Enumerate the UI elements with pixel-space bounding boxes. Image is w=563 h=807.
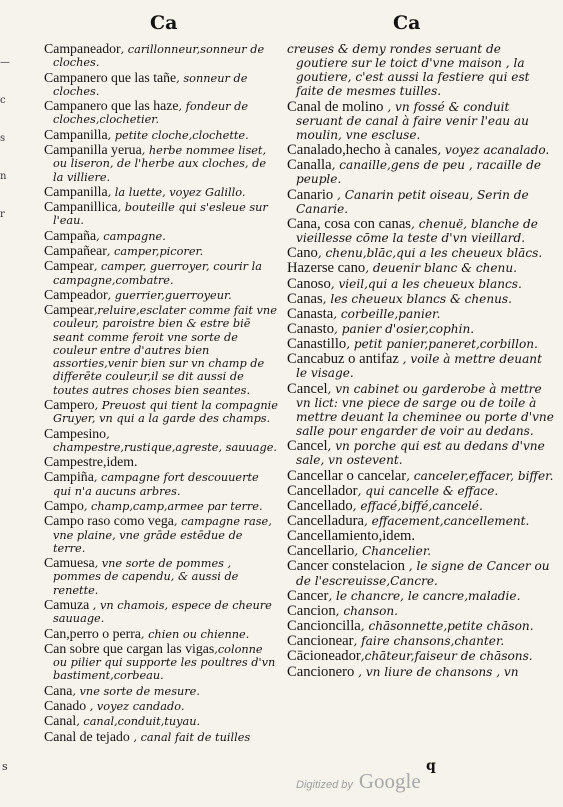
dictionary-entry <box>287 382 555 439</box>
entry-definition: ,chāteur,faiseur de chāsons. <box>360 649 533 664</box>
entry-headword: Canal de tejado <box>44 728 130 744</box>
dictionary-entry <box>287 439 555 467</box>
entry-definition: , vne sorte de pommes , pommes de capendu, & aussi de renette. <box>53 557 239 597</box>
dictionary-entry <box>44 455 278 469</box>
dictionary-entry <box>287 619 555 633</box>
entry-headword: Campeador <box>44 286 108 302</box>
entry-headword: Campanilla yerua <box>44 141 142 157</box>
dictionary-entry <box>44 684 278 698</box>
entry-definition: , vn porche qui est au dedans d'vne sale, vn ostevent. <box>296 439 545 468</box>
dictionary-entry <box>44 128 278 142</box>
entry-headword: Canal <box>44 713 77 729</box>
entry-headword: Cancioncilla <box>287 618 361 635</box>
dictionary-entry <box>287 246 555 260</box>
entry-definition: , voile à mettre deuant le visage. <box>296 352 542 381</box>
entry-headword: Cana <box>44 682 73 698</box>
entry-definition: , faire chansons,chanter. <box>353 634 505 649</box>
entry-headword: Cano <box>287 245 318 262</box>
entry-definition: , effacement,cancellement. <box>363 514 530 528</box>
entry-headword: Can sobre que cargan las vigas <box>44 640 215 656</box>
dictionary-entry <box>44 398 278 426</box>
entry-headword: Cancer constelacion <box>287 558 405 575</box>
margin-mark: n <box>0 171 7 182</box>
entry-headword: Campo <box>44 498 84 513</box>
dictionary-entry <box>44 714 278 728</box>
dictionary-entry <box>44 288 278 302</box>
dictionary-entry <box>44 699 278 713</box>
entry-definition: , le signe de Cancer ou de l'escreuisse,Cancre. <box>296 559 550 588</box>
dictionary-entry <box>44 71 278 99</box>
entry-definition: , vn chamois, espece de cheure sauuage. <box>53 598 272 626</box>
entry-headword: Cancel <box>287 380 328 397</box>
entry-definition: , vieil,qui a les cheueux blancs. <box>330 276 522 291</box>
entry-headword: Campestre,idem. <box>44 454 138 470</box>
dictionary-entry <box>44 556 278 597</box>
entry-headword: Cancelladura <box>287 513 364 529</box>
dictionary-entry <box>287 337 555 351</box>
entry-definition: ,reluire,esclater comme fait vne couleur, paroistre bien & estre biē seant comme feroit vne sorte de couleur entre d'autres bien assorties,venir bien sur vn champ de differēte couleur,il se dit aussi de toutes autres choses bien seantes. <box>53 304 277 397</box>
entry-definition: , guerrier,guerroyeur. <box>107 288 232 302</box>
dictionary-entry <box>287 469 555 483</box>
dictionary-entry <box>44 229 278 243</box>
dictionary-entry <box>44 143 278 184</box>
entry-headword: Cancellamiento,idem. <box>287 528 416 545</box>
dictionary-entry <box>44 303 278 397</box>
entry-definition: , effacé,biffé,cancelé. <box>352 498 483 513</box>
dictionary-entry <box>44 627 278 641</box>
left-margin-marks <box>0 44 12 234</box>
dictionary-entry <box>287 352 555 380</box>
dictionary-entry <box>287 604 555 618</box>
entry-definition: , carillonneur,sonneur de cloches. <box>53 43 265 70</box>
dictionary-entry <box>287 188 555 216</box>
entry-headword: Cancellador <box>287 482 358 499</box>
entry-headword: Cancer <box>287 587 329 604</box>
entry-headword: Campear <box>44 302 94 318</box>
entry-headword: Campañear <box>44 242 107 258</box>
header-right: Ca <box>393 12 421 34</box>
entry-headword: Canado <box>44 697 87 713</box>
dictionary-entry <box>44 185 278 199</box>
dictionary-entry <box>44 499 278 513</box>
dictionary-entry <box>44 642 278 683</box>
running-headers <box>0 12 563 36</box>
dictionary-entry <box>287 217 555 245</box>
entry-definition: , canal,conduit,tuyau. <box>76 715 201 729</box>
dictionary-entry <box>287 42 555 99</box>
entry-headword: Campero <box>44 397 95 413</box>
entry-definition: , vn liure de chansons , vn <box>354 664 519 679</box>
entry-headword: Cancionear <box>287 633 354 650</box>
entry-definition: , sonneur de cloches. <box>53 71 248 98</box>
entry-definition: , voyez candado. <box>86 699 185 713</box>
entry-headword: Hazerse cano <box>287 260 366 277</box>
entry-definition: , campagne fort descouuerte qui n'a aucuns arbres. <box>53 471 259 498</box>
dictionary-entry <box>44 259 278 287</box>
entry-definition: , camper, guerroyer, courir la campagne,combatre. <box>53 260 262 287</box>
entry-definition: , Chancelier. <box>354 544 432 559</box>
header-left: Ca <box>150 12 178 34</box>
entry-definition: ,colonne ou pilier qui supporte les poultres d'vn bastiment,corbeau. <box>53 642 276 683</box>
entry-headword: Can,perro o perra <box>44 625 141 641</box>
dictionary-entry <box>287 665 555 679</box>
entry-headword: Cana, cosa con canas <box>287 215 411 232</box>
dictionary-entry <box>287 261 555 275</box>
dictionary-entry <box>287 649 555 663</box>
margin-mark: c <box>0 95 6 106</box>
entry-headword: Camuza <box>44 596 90 612</box>
right-column <box>287 42 555 680</box>
dictionary-entry <box>287 100 555 142</box>
entry-definition: , qui cancelle & efface. <box>357 483 499 498</box>
entry-definition: , campagne rase, vne plaine, vne grāde estēdue de terre. <box>53 515 272 555</box>
entry-definition: , vn fossé & conduit seruant de canal à faire venir l'eau au moulin, vne escluse. <box>296 99 529 142</box>
entry-definition: , corbeille,panier. <box>333 306 441 321</box>
dictionary-entry <box>44 730 278 744</box>
dictionary-entry <box>287 634 555 648</box>
dictionary-entry <box>287 559 555 587</box>
entry-definition: , campagne. <box>96 229 166 243</box>
margin-mark: r <box>0 209 5 220</box>
dictionary-entry <box>287 292 555 306</box>
entry-headword: Campanero que las haze <box>44 98 179 114</box>
entry-definition: , voyez acanalado. <box>437 143 550 158</box>
entry-headword: Campanillica <box>44 199 118 215</box>
entry-headword: Canas <box>287 290 323 307</box>
entry-headword: Cancellario <box>287 543 355 560</box>
entry-definition: , herbe nommee liset, ou liseron, de l'herbe aux cloches, de la villiere. <box>53 143 267 184</box>
entry-definition: , canaille,gens de peu , racaille de peuple. <box>296 158 542 187</box>
entry-headword: Campiña <box>44 469 94 485</box>
left-column <box>44 42 278 745</box>
entry-headword: Cancellado <box>287 497 353 514</box>
entry-headword: Cancabuz o antifaz <box>287 351 399 368</box>
entry-headword: Campear <box>44 258 94 274</box>
entry-headword: Cancel <box>287 438 328 455</box>
entry-definition: , canal fait de tuilles <box>129 730 251 744</box>
dictionary-entry <box>287 589 555 603</box>
dictionary-entry <box>44 200 278 228</box>
entry-headword: Cancellar o cancelar <box>287 467 407 484</box>
dictionary-entry <box>287 544 555 558</box>
dictionary-entry <box>287 529 555 543</box>
dictionary-entry <box>44 42 278 70</box>
page-number: q <box>426 758 436 774</box>
entry-definition: , chien ou chienne. <box>140 627 250 641</box>
entry-definition: , deuenir blanc & chenu. <box>365 261 517 276</box>
dictionary-entry <box>44 470 278 498</box>
entry-headword: Campo raso como vega <box>44 513 174 529</box>
entry-definition: , petite cloche,clochette. <box>107 128 249 142</box>
entry-definition: , chenuë, blanche de vieillesse cōme la teste d'vn vieillard. <box>296 216 538 246</box>
dictionary-entry <box>287 322 555 336</box>
entry-definition: , champ,camp,armee par terre. <box>83 500 263 513</box>
entry-headword: Campanilla <box>44 126 108 142</box>
entry-definition: , champestre,rustique,agreste, sauuage. <box>53 427 277 454</box>
entry-headword: Canario <box>287 186 334 203</box>
entry-headword: Campanilla <box>44 183 108 199</box>
entry-headword: Canoso <box>287 275 331 292</box>
entry-definition: , panier d'osier,cophin. <box>334 321 475 336</box>
google-logo: Google <box>358 769 421 793</box>
entry-definition: , chāsonnette,petite chāson. <box>360 619 534 634</box>
entry-headword: Campaneador <box>44 41 121 56</box>
entry-headword: Campaña <box>44 227 97 243</box>
entry-definition: creuses & demy rondes seruant de goutiere sur le toict d'vne maison , la goutiere, c'est aussi la festiere qui est faite de mesmes tuilles. <box>287 42 530 99</box>
entry-definition: , fondeur de cloches,clochetier. <box>53 100 249 127</box>
dictionary-entry <box>287 499 555 513</box>
dictionary-entry <box>44 244 278 258</box>
dictionary-entry <box>287 514 555 528</box>
entry-headword: Campesino <box>44 425 107 441</box>
entry-headword: Campanero que las tañe <box>44 69 177 85</box>
entry-definition: , bouteille qui s'esleue sur l'eau. <box>53 201 268 228</box>
watermark-prefix: Digitized by <box>296 779 353 791</box>
dictionary-entry <box>287 307 555 321</box>
entry-headword: Cancion <box>287 602 336 619</box>
entry-headword: Camuesa <box>44 555 95 571</box>
dictionary-entry <box>44 99 278 127</box>
entry-definition: , petit panier,paneret,corbillon. <box>346 337 538 352</box>
entry-definition: , la luette, voyez Galillo. <box>107 185 246 199</box>
entry-definition: , le chancre, le cancre,maladie. <box>328 588 521 603</box>
dictionary-entry <box>287 484 555 498</box>
dictionary-entry <box>287 143 555 157</box>
entry-definition: , vn cabinet ou garderobe à mettre vn lict: vne piece de sarge ou de toile à mettre deuant la cheminee ou porte d'vne salle pour engarder de voir au dedans. <box>296 381 554 439</box>
entry-headword: Canasta <box>287 305 334 322</box>
entry-headword: Canasto <box>287 320 335 337</box>
entry-definition: , Canarin petit oiseau, Serin de Canarie. <box>296 187 529 216</box>
margin-mark: s <box>0 133 6 144</box>
entry-headword: Canalla <box>287 157 332 174</box>
margin-mark-bottom: s <box>2 760 8 773</box>
dictionary-entry <box>287 158 555 186</box>
entry-definition: , canceler,effacer, biffer. <box>406 468 554 483</box>
digitized-watermark <box>296 769 421 794</box>
entry-definition: , Preuost qui tient la compagnie Gruyer, vn qui a la garde des champs. <box>53 399 278 426</box>
entry-headword: Canalado,hecho à canales <box>287 142 438 159</box>
dictionary-entry <box>287 277 555 291</box>
entry-definition: , vne sorte de mesure. <box>72 684 200 698</box>
entry-definition: , chanson. <box>335 603 399 618</box>
entry-headword: Cancionero <box>287 663 355 680</box>
entry-definition: , les cheueux blancs & chenus. <box>322 291 512 306</box>
entry-definition: , chenu,blāc,qui a les cheueux blācs. <box>317 246 543 261</box>
entry-headword: Canal de molino <box>287 98 384 115</box>
entry-headword: Cācioneador <box>287 648 361 665</box>
entry-headword: Canastillo <box>287 336 347 353</box>
dictionary-entry <box>44 427 278 455</box>
entry-definition: , camper,picorer. <box>106 244 204 258</box>
dictionary-entry <box>44 514 278 555</box>
margin-mark: — <box>0 57 10 68</box>
dictionary-entry <box>44 598 278 626</box>
